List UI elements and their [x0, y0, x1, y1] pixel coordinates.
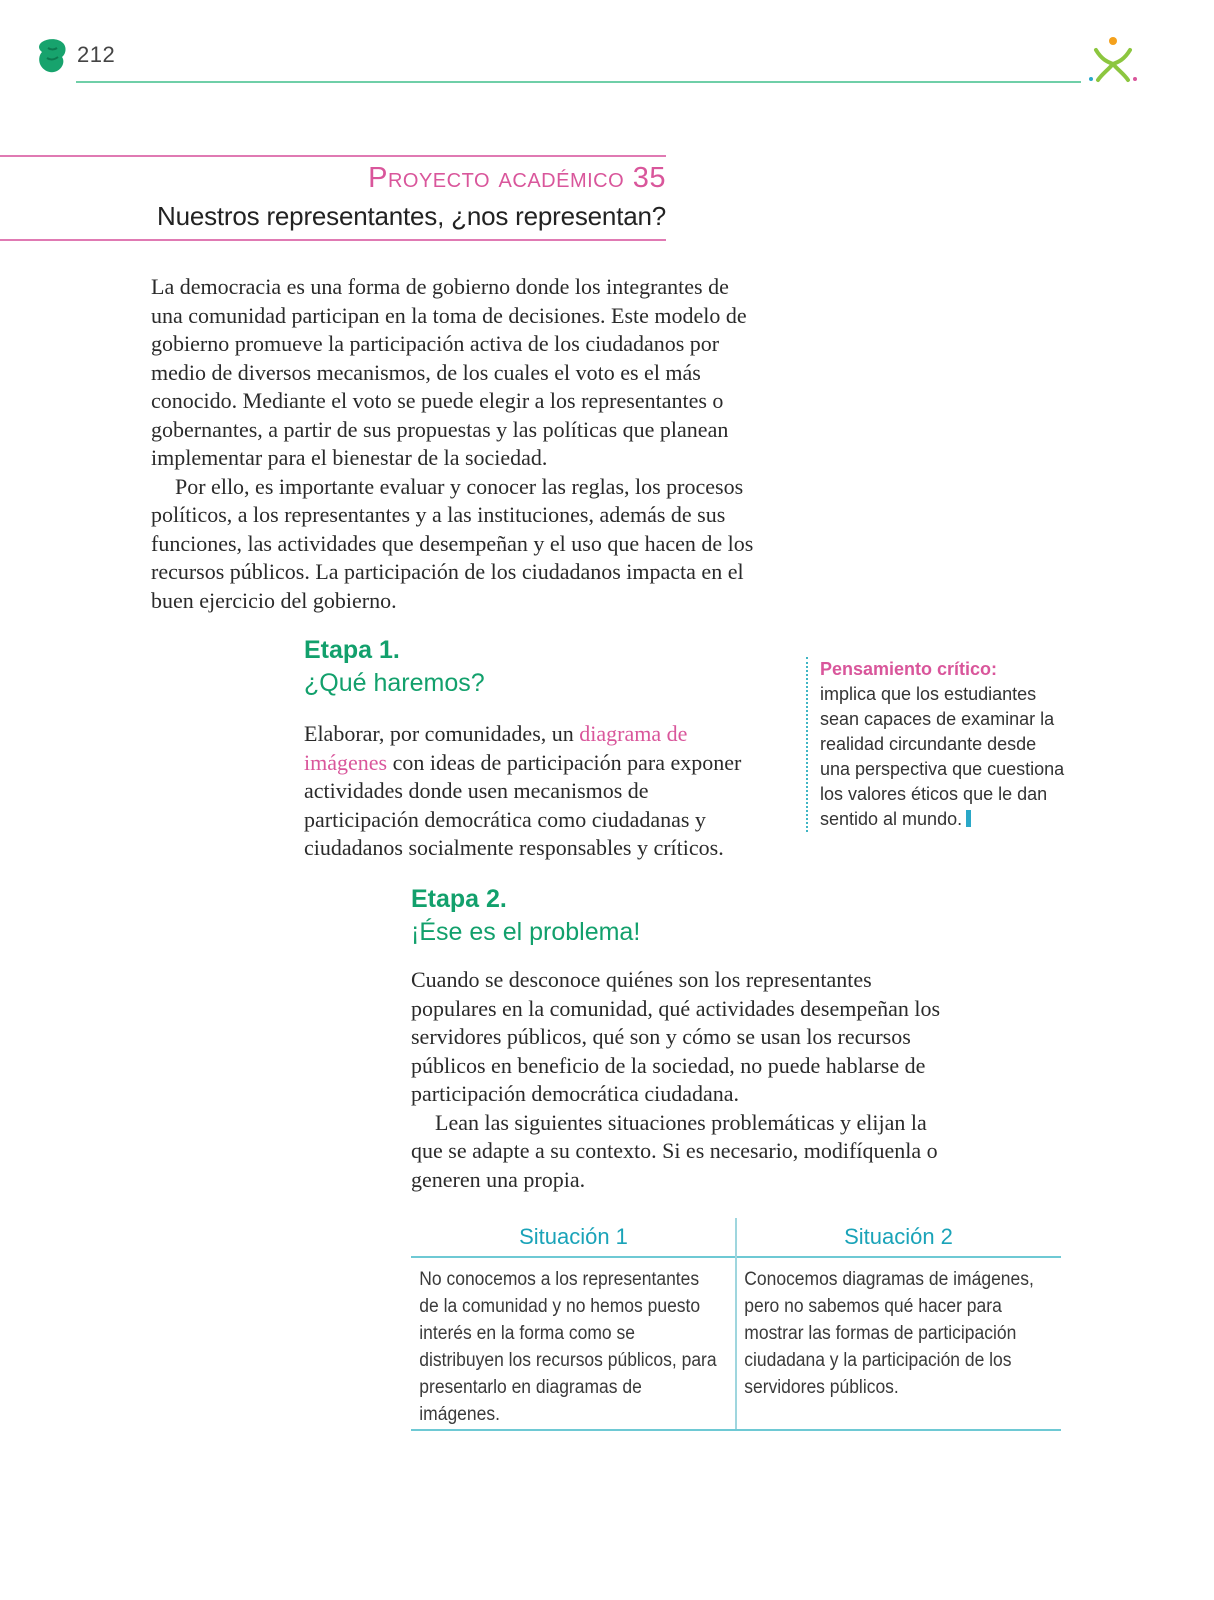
sidenote-term: Pensamiento crítico:	[820, 659, 998, 679]
book-series-logo-icon	[36, 38, 68, 74]
end-marker-icon	[966, 810, 971, 827]
intro-text	[151, 273, 766, 615]
header-rule	[76, 81, 1081, 83]
stage-1-text-before: Elaborar, por comunidades, un	[304, 721, 580, 746]
situation-2-column	[736, 1218, 1061, 1401]
stage-1-heading	[304, 634, 485, 700]
project-title: Proyecto académico 35	[368, 162, 666, 194]
title-top-rule	[0, 155, 666, 157]
title-bottom-rule	[0, 239, 666, 241]
stage-2-body	[411, 966, 951, 1194]
project-subtitle: Nuestros representantes, ¿nos representan?	[157, 201, 666, 231]
table-bottom-rule	[411, 1429, 1061, 1431]
situation-1-column	[411, 1218, 736, 1428]
stage-1-title: ¿Qué haremos?	[304, 669, 485, 697]
stage-2-heading	[411, 883, 640, 949]
glossary-sidenote	[806, 657, 1070, 832]
situation-2-title: Situación 2	[844, 1224, 953, 1249]
situation-1-text: No conocemos a los representantes de la comunidad y no hemos puesto interés en la forma como se distribuyen los recursos públicos, para presentarlo en diagramas de imágenes.	[419, 1269, 717, 1425]
stage-1-text-after: con ideas de participación para exponer actividades donde usen mecanismos de participación democrática como ciudadanas y ciudadanos socialmente responsables y críticos.	[304, 749, 742, 860]
table-column-divider	[735, 1218, 737, 1429]
intro-paragraph-2: Por ello, es importante evaluar y conocer las reglas, los procesos políticos, a los representantes y a las instituciones, además de sus funciones, las actividades que desempeñan y el uso que hacen de los recursos públicos. La participación de los ciudadanos impacta en el buen ejercicio del gobierno.	[151, 473, 754, 613]
intro-paragraph-1: La democracia es una forma de gobierno donde los integrantes de una comunidad participan en la toma de decisiones. Este modelo de gobierno promueve la participación activa de los ciudadanos por medio de diversos mecanismos, de los cuales el voto es el más conocido. Mediante el voto se puede elegir a los representantes o gobernantes, a partir de sus propuestas y las políticas que planean implementar para el bienestar de la sociedad.	[151, 274, 747, 470]
stage-1-body	[304, 720, 764, 863]
stage-2-paragraph-1: Cuando se desconoce quiénes son los representantes populares en la comunidad, qué actividades desempeñan los servidores públicos, qué son y cómo se usan los recursos públicos en beneficio de la sociedad, no puede hablarse de participación democrática ciudadana.	[411, 967, 941, 1106]
stage-1-label: Etapa 1.	[304, 636, 400, 664]
situation-2-text: Conocemos diagramas de imágenes, pero no sabemos qué hacer para mostrar las formas de participación ciudadana y la participación de los servidores públicos.	[744, 1269, 1034, 1398]
stage-2-paragraph-2: Lean las siguientes situaciones problemáticas y elijan la que se adapte a su contexto. Si es necesario, modifíquenla o generen una propia.	[411, 1109, 938, 1192]
stage-2-title: ¡Ése es el problema!	[411, 918, 641, 946]
dancing-figure-emblem-icon	[1086, 34, 1140, 86]
sidenote-definition: implica que los estudiantes sean capaces de examinar la realidad circundante desde una perspectiva que cuestiona los valores éticos que le dan sentido al mundo.	[820, 684, 1065, 829]
situation-1-title: Situación 1	[519, 1224, 628, 1249]
glossary-term-diagrama: diagrama de imágenes	[304, 721, 688, 775]
stage-2-label: Etapa 2.	[411, 885, 507, 913]
page-number: 212	[77, 42, 116, 67]
